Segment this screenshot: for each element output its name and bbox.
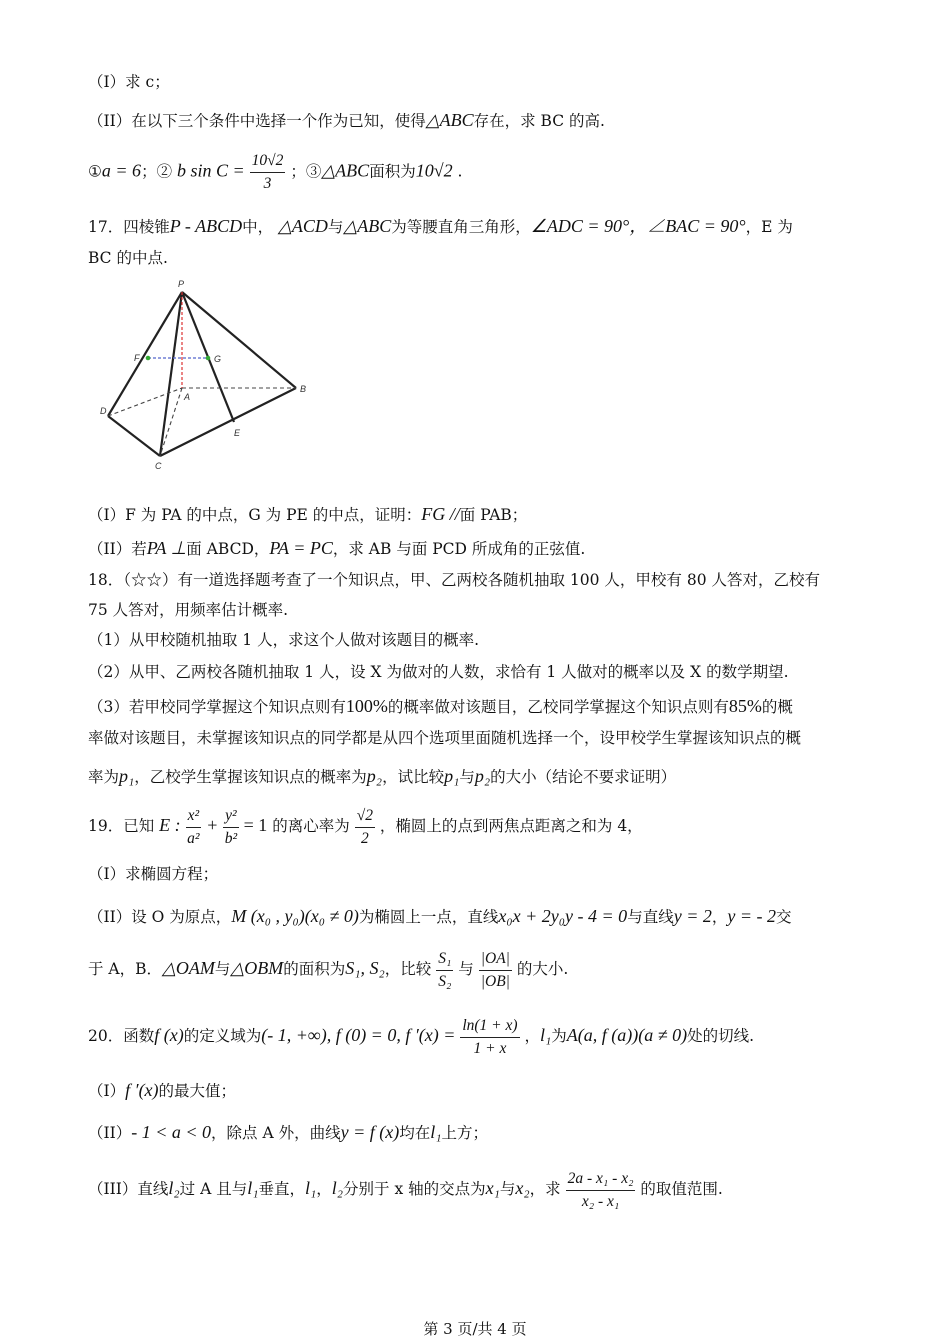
q17-stem: 17．四棱锥P - ABCD中， △ACD与△ABC为等腰直角三角形，∠ADC = 90°，∠BAC = 90°，E 为 bbox=[88, 216, 793, 236]
q18-part3: （3）若甲校同学掌握这个知识点则有100%的概率做对该题目，乙校同学掌握这个知识点则有85%的概 bbox=[88, 696, 793, 716]
label-p: P bbox=[178, 279, 185, 289]
q17-stem-cont: BC 的中点. bbox=[88, 249, 168, 267]
q20-part3: （III）直线l₂过 A 且与l₁垂直，l₁，l₂分别于 x 轴的交点为x₁与x₂，求 $\frac{\text{2a - x₁ - x₂}}{\text{x₂ - x₁}}$ 的取值范围. bbox=[88, 1169, 723, 1210]
q16-conditions: ①a = 6；② b sin C = $\frac{10√2}{3}$ ；③△ABC面积为10√2 . bbox=[88, 150, 880, 195]
point-f bbox=[146, 356, 151, 361]
q19-part2: （II）设 O 为原点，M (x₀ , y₀)(x₀ ≠ 0)为椭圆上一点，直线x₀x + 2y₀y - 4 = 0与直线y = 2，y = - 2交 bbox=[88, 906, 792, 926]
q18-part3-cont2: 率为p₁，乙校学生掌握该知识点的概率为p₂，试比较p₁与p₂的大小（结论不要求证明） bbox=[88, 766, 677, 786]
q20-part1: （I）f ′(x)的最大值； bbox=[88, 1080, 237, 1100]
q18-stem: 18．（☆☆）有一道选择题考查了一个知识点，甲、乙两校各随机抽取 100 人，甲校有 80 人答对，乙校有 bbox=[88, 571, 820, 589]
label-c: C bbox=[155, 461, 162, 471]
label-b: B bbox=[300, 384, 307, 394]
point-g bbox=[206, 356, 211, 361]
pyramid-figure bbox=[98, 276, 318, 471]
fraction-10root2-over-3: $\frac{10√2}{3}$ bbox=[251, 152, 284, 192]
q20-part2: （II）- 1 < a < 0，除点 A 外，曲线y = f (x)均在l₁上方； bbox=[88, 1122, 489, 1142]
q17-part1: （I）F 为 PA 的中点，G 为 PE 的中点，证明：FG //面 PAB； bbox=[88, 504, 528, 524]
q20-stem: 20．函数f (x)的定义域为(- 1, +∞), f (0) = 0, f ′(x) = $\frac{\ln(1 + x)}{1 + x}$ ，l₁为A(a, f (a))(a ≠ 0)处的切线. bbox=[88, 1016, 755, 1057]
edge-cb bbox=[160, 388, 296, 456]
q18-part1: （1）从甲校随机抽取 1 人，求这个人做对该题目的概率. bbox=[88, 631, 480, 649]
q19-part1: （I）求椭圆方程； bbox=[88, 865, 219, 883]
label-d: D bbox=[100, 406, 107, 416]
edge-pc bbox=[160, 292, 182, 456]
q16-part2: （II）在以下三个条件中选择一个作为已知，使得△ABC存在，求 BC 的高. bbox=[88, 110, 605, 130]
q18-part3-cont: 率做对该题目，未掌握该知识点的同学都是从四个选项里面随机选择一个，设甲校学生掌握该知识点的概 bbox=[88, 729, 802, 747]
q18-part2: （2）从甲、乙两校各随机抽取 1 人，设 X 为做对的人数，求恰有 1 人做对的概率以及 X 的数学期望. bbox=[88, 663, 789, 681]
q16-part1: （I）求 c； bbox=[88, 73, 170, 91]
label-a: A bbox=[184, 392, 191, 402]
q17-part2: （II）若PA ⊥面 ABCD，PA = PC，求 AB 与面 PCD 所成角的正弦值. bbox=[88, 538, 586, 558]
page-footer: 第 3 页/共 4 页 bbox=[423, 1320, 527, 1338]
q18-stem-cont: 75 人答对，用频率估计概率. bbox=[88, 601, 289, 619]
label-e: E bbox=[234, 428, 241, 438]
q19-part2-cont: 于 A，B．△OAM与△OBM的面积为S₁, S₂，比较 $\frac{\text{S₁}}{\text{S₂}}$ 与 $\frac{|OA|}{|OB|}$ 的大小. bbox=[88, 949, 569, 990]
edge-pd bbox=[108, 292, 182, 416]
label-f: F bbox=[134, 353, 140, 363]
edge-dc bbox=[108, 416, 160, 456]
q19-stem: 19．已知 E : $\frac{\text{x²}}{\text{a²}}$ + $\frac{\text{y²}}{\text{b²}}$ = 1 的离心率为 $\frac{√2}{2}$ ，椭圆上的点到两焦点距离之和为 4， bbox=[88, 806, 643, 847]
edge-pb bbox=[182, 292, 296, 388]
hidden-da bbox=[108, 388, 182, 416]
label-g: G bbox=[214, 354, 222, 364]
